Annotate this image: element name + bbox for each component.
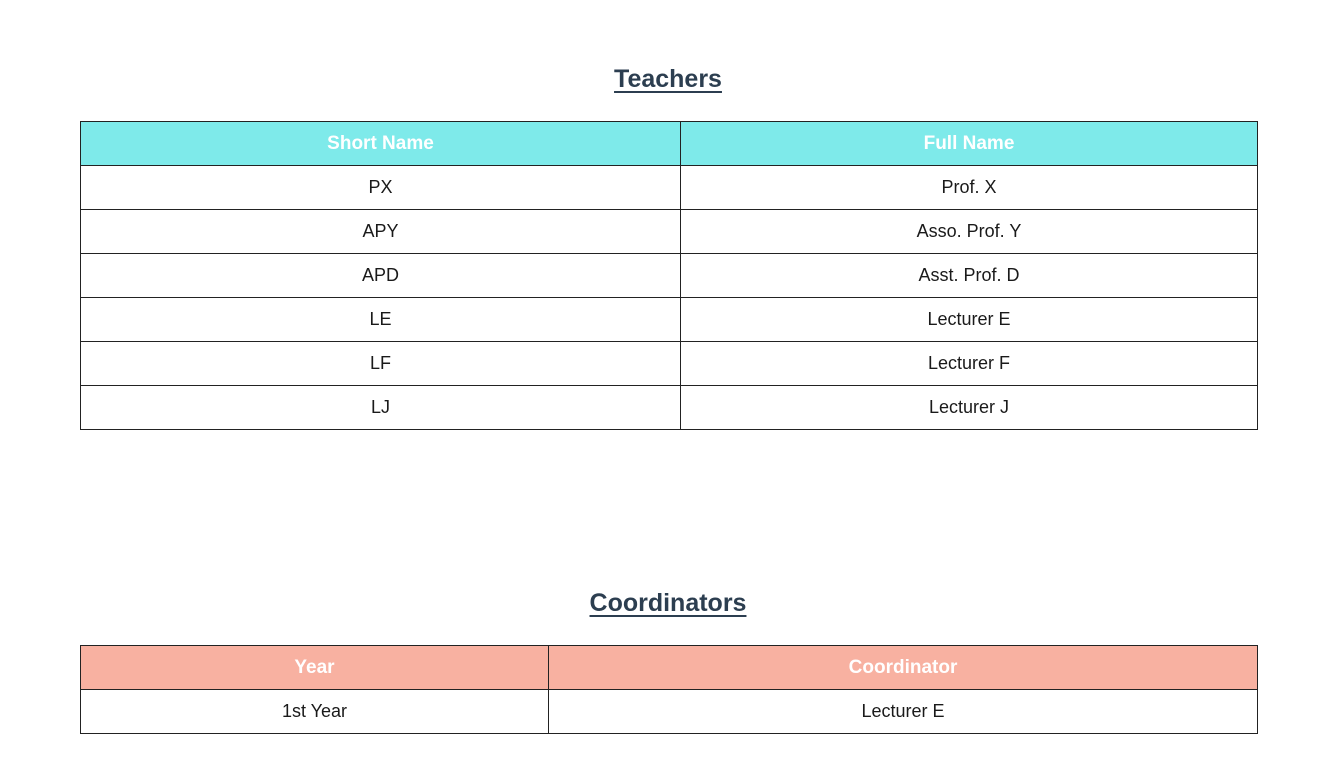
column-header-coordinator: Coordinator (549, 646, 1258, 690)
teachers-heading: Teachers (614, 65, 722, 93)
short-name-cell: LJ (81, 386, 681, 430)
table-row (81, 210, 1258, 254)
table-row (81, 254, 1258, 298)
table-header-row (81, 122, 1258, 166)
teachers-table (80, 121, 1258, 430)
full-name-cell: Prof. X (681, 166, 1258, 210)
table-row (81, 690, 1258, 734)
table-row (81, 166, 1258, 210)
full-name-cell: Lecturer E (681, 298, 1258, 342)
coordinator-cell: Lecturer E (549, 690, 1258, 734)
table-row (81, 386, 1258, 430)
year-cell: 1st Year (81, 690, 549, 734)
full-name-cell: Lecturer F (681, 342, 1258, 386)
full-name-cell: Lecturer J (681, 386, 1258, 430)
table-header-row (81, 646, 1258, 690)
short-name-cell: PX (81, 166, 681, 210)
coordinators-table (80, 645, 1258, 734)
full-name-cell: Asso. Prof. Y (681, 210, 1258, 254)
column-header-short-name: Short Name (81, 122, 681, 166)
short-name-cell: APD (81, 254, 681, 298)
short-name-cell: LE (81, 298, 681, 342)
column-header-full-name: Full Name (681, 122, 1258, 166)
short-name-cell: LF (81, 342, 681, 386)
column-header-year: Year (81, 646, 549, 690)
table-row (81, 342, 1258, 386)
table-row (81, 298, 1258, 342)
full-name-cell: Asst. Prof. D (681, 254, 1258, 298)
short-name-cell: APY (81, 210, 681, 254)
coordinators-heading: Coordinators (589, 589, 747, 617)
